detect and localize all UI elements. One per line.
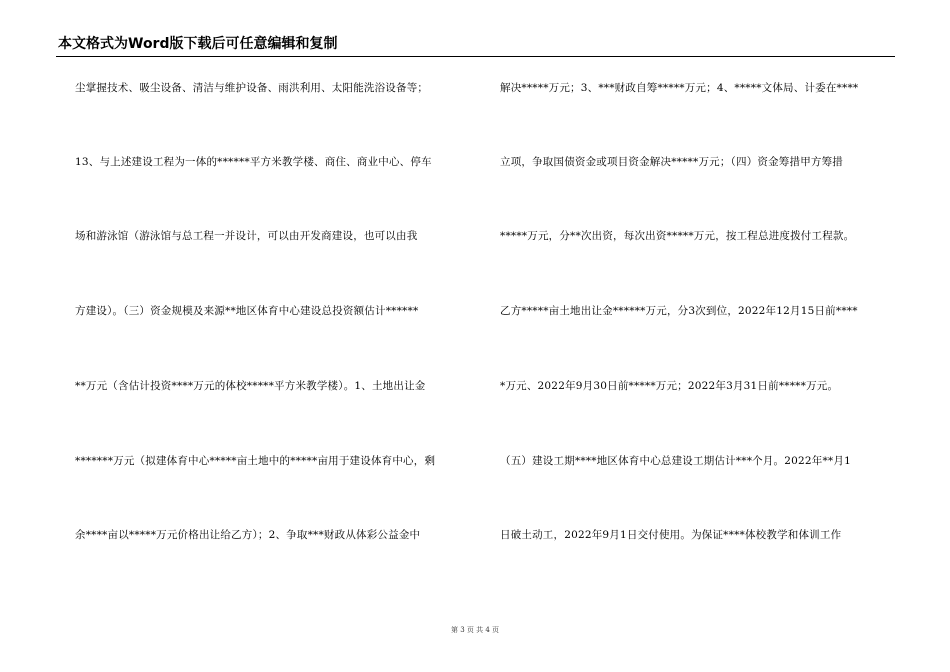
text-line: *万元、2022年9月30日前*****万元；2022年3月31日前*****万元。 bbox=[500, 380, 839, 392]
text-line: 余****亩以*****万元价格出让给乙方）；2、争取***财政从体彩公益金中 bbox=[75, 529, 421, 541]
text-line: 场和游泳馆（游泳馆与总工程一并设计，可以由开发商建设，也可以由我 bbox=[75, 230, 418, 242]
page-number-footer: 第 3 页 共 4 页 bbox=[450, 626, 500, 634]
text-line: （五）建设工期****地区体育中心总建设工期估计***个月。2022年**月1 bbox=[500, 455, 851, 467]
text-line: *******万元（拟建体育中心*****亩土地中的*****亩用于建设体育中心，剩 bbox=[75, 455, 436, 467]
header-divider bbox=[56, 56, 895, 57]
text-line: 方建设）。（三）资金规模及来源**地区体育中心建设总投资额估计****** bbox=[75, 305, 419, 317]
text-line: **万元（含估计投资****万元的体校*****平方米教学楼）。1、土地出让金 bbox=[75, 380, 426, 392]
text-line: 乙方*****亩土地出让金******万元，分3次到位，2022年12月15日前**** bbox=[500, 305, 858, 317]
page-header-title: 本文格式为Word版下载后可任意编辑和复制 bbox=[58, 36, 338, 52]
text-line: 尘掌握技术、吸尘设备、清洁与维护设备、雨洪利用、太阳能洗浴设备等； bbox=[75, 82, 429, 94]
text-line: 日破土动工，2022年9月1日交付使用。为保证****体校教学和体训工作 bbox=[500, 529, 842, 541]
text-line: *****万元，分**次出资，每次出资*****万元，按工程总进度拨付工程款。 bbox=[500, 230, 855, 242]
text-line: 13、与上述建设工程为一体的******平方米教学楼、商住、商业中心、停车 bbox=[75, 156, 432, 168]
text-line: 解决*****万元；3、***财政自筹*****万元；4、*****文体局、计委在**** bbox=[500, 82, 859, 94]
text-line: 立项，争取国债资金或项目资金解决*****万元；（四）资金筹措甲方筹措 bbox=[500, 156, 843, 168]
